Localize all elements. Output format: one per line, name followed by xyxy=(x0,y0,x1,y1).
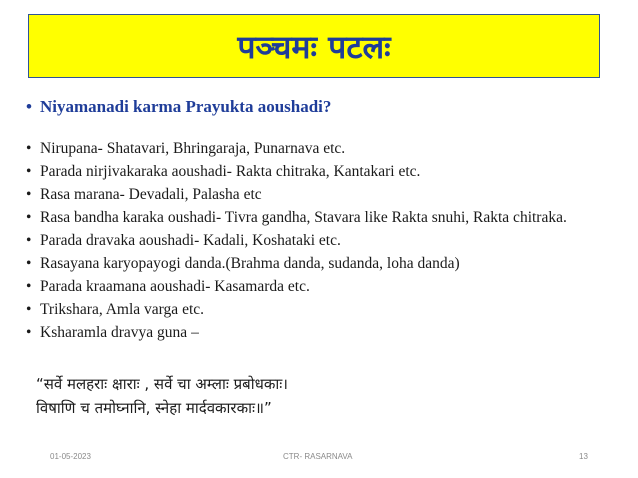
verse-line-2: विषाणि च तमोघ्नानि, स्नेहा मार्दवकारकाः॥” xyxy=(36,399,272,417)
list-item: • Rasayana karyopayogi danda.(Brahma danda, sudanda, loha danda) xyxy=(26,255,460,272)
footer-center: CTR- RASARNAVA xyxy=(283,452,353,461)
list-item: • Parada nirjivakaraka aoushadi- Rakta chitraka, Kantakari etc. xyxy=(26,163,421,180)
sanskrit-verse xyxy=(36,372,288,420)
slide-heading xyxy=(26,97,331,117)
list-item: • Rasa marana- Devadali, Palasha etc xyxy=(26,186,262,203)
slide-title: पञ्चमः पटलः xyxy=(237,27,391,66)
title-banner xyxy=(28,14,600,78)
list-item: • Parada kraamana aoushadi- Kasamarda etc. xyxy=(26,278,310,295)
bullet-icon: • xyxy=(26,232,32,249)
bullet-icon: • xyxy=(26,301,32,318)
list-item: • Rasa bandha karaka oushadi- Tivra gandha, Stavara like Rakta snuhi, Rakta chitraka. xyxy=(26,209,567,226)
bullet-icon: • xyxy=(26,209,32,226)
footer-date: 01-05-2023 xyxy=(50,452,91,461)
bullet-list xyxy=(26,141,604,348)
verse-line-1: “सर्वे मलहराः क्षाराः , सर्वे चा अम्लाः प्रबोधकाः। xyxy=(36,375,288,393)
bullet-icon: • xyxy=(26,186,32,203)
bullet-icon: • xyxy=(26,140,32,157)
list-item: • Trikshara, Amla varga etc. xyxy=(26,301,205,318)
bullet-icon: • xyxy=(26,97,32,116)
bullet-icon: • xyxy=(26,255,32,272)
bullet-icon: • xyxy=(26,324,32,341)
bullet-icon: • xyxy=(26,163,32,180)
heading-text: Niyamanadi karma Prayukta aoushadi? xyxy=(40,97,332,116)
bullet-icon: • xyxy=(26,278,32,295)
list-item: • Ksharamla dravya guna – xyxy=(26,324,199,341)
list-item: • Nirupana- Shatavari, Bhringaraja, Punarnava etc. xyxy=(26,140,346,157)
footer-page-number: 13 xyxy=(579,452,588,461)
list-item: • Parada dravaka aoushadi- Kadali, Koshataki etc. xyxy=(26,232,341,249)
